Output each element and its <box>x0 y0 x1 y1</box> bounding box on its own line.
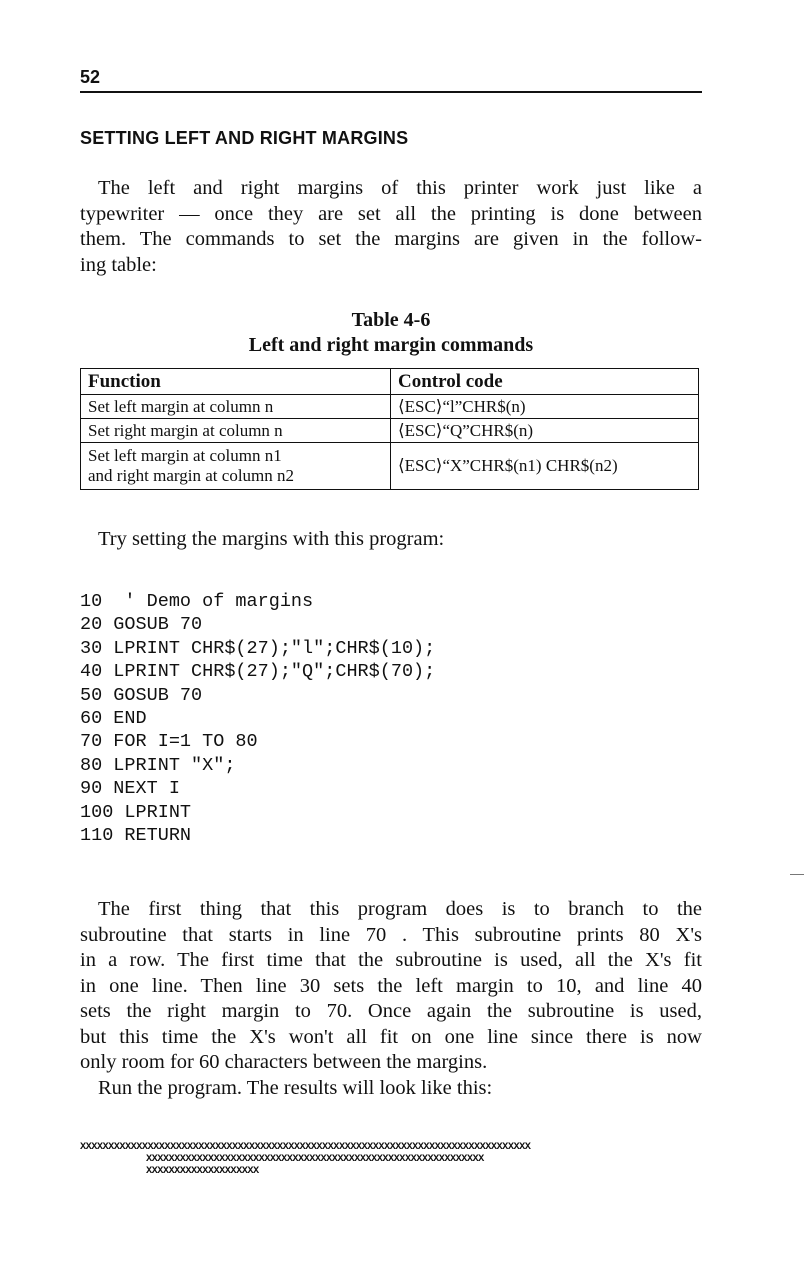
function-cell: Set left margin at column n <box>81 395 391 419</box>
explanation-line: The first thing that this program does is to branch to the <box>98 898 702 920</box>
margin-mark <box>790 874 804 875</box>
code-line: 70 FOR I=1 TO 80 <box>80 731 258 753</box>
output-line: XXXXXXXXXXXXXXXXXXXXXXXXXXXXXXXXXXXXXXXXXXXXXXXXXXXXXXXXXXXX <box>146 1153 484 1166</box>
code-line: 60 END <box>80 708 147 730</box>
function-cell: Set right margin at column n <box>81 419 391 443</box>
header-rule <box>80 91 702 93</box>
intro-line: typewriter — once they are set all the printing is done between <box>80 202 702 225</box>
explanation-line: sets the right margin to 70. Once again the subroutine is used, <box>80 1000 702 1022</box>
code-line: 110 RETURN <box>80 825 192 847</box>
explanation-line: but this time the X's won't all fit on one line since there is now <box>80 1025 702 1048</box>
function-line: Set left margin at column n1 <box>88 446 282 465</box>
intro-line: The left and right margins of this printer work just like a <box>98 177 702 199</box>
code-line: 20 GOSUB 70 <box>80 614 203 636</box>
output-line: XXXXXXXXXXXXXXXXXXXXXXXXXXXXXXXXXXXXXXXXXXXXXXXXXXXXXXXXXXXXXXXXXXXXXXXXXXXXXXXX <box>80 1141 531 1153</box>
explanation-line: Run the program. The results will look like this: <box>98 1076 493 1099</box>
explanation-line: only room for 60 characters between the margins. <box>80 1051 488 1073</box>
table-header-row <box>81 369 699 395</box>
table-number: Table 4-6 <box>351 309 431 331</box>
table-title: Left and right margin commands <box>248 334 534 356</box>
explanation-line: subroutine that starts in line 70 . This subroutine prints 80 X's <box>80 923 702 946</box>
code-line: 30 LPRINT CHR$(27);"l";CHR$(10); <box>80 637 436 659</box>
explanation-paragraph <box>80 897 702 1101</box>
table-row <box>81 443 699 490</box>
try-program-text: Try setting the margins with this program: <box>98 528 445 550</box>
function-line: and right margin at column n2 <box>88 466 295 485</box>
function-cell <box>81 443 391 490</box>
margin-commands-table <box>80 368 699 490</box>
section-heading: SETTING LEFT AND RIGHT MARGINS <box>80 128 409 148</box>
code-line: 90 NEXT I <box>80 778 180 800</box>
code-line: 10 ' Demo of margins <box>80 591 314 612</box>
column-header-function: Function <box>81 369 391 395</box>
explanation-line: in a row. The first time that the subroutine is used, all the X's fit <box>80 949 702 971</box>
column-header-control-code: Control code <box>391 369 699 395</box>
intro-paragraph <box>80 176 702 278</box>
page-number: 52 <box>80 67 101 87</box>
code-line: 80 LPRINT "X"; <box>80 754 236 776</box>
control-code-cell: ⟨ESC⟩“Q”CHR$(n) <box>391 419 699 443</box>
table-row <box>81 419 699 443</box>
intro-line: ing table: <box>80 253 157 276</box>
basic-program-listing <box>80 590 435 847</box>
code-line: 100 LPRINT <box>80 801 192 823</box>
code-line: 50 GOSUB 70 <box>80 684 203 706</box>
code-line: 40 LPRINT CHR$(27);"Q";CHR$(70); <box>80 661 436 683</box>
output-line: XXXXXXXXXXXXXXXXXXXX <box>146 1165 259 1178</box>
table-row <box>81 395 699 419</box>
explanation-line: in one line. Then line 30 sets the left margin to 10, and line 40 <box>80 974 702 997</box>
control-code-cell: ⟨ESC⟩“X”CHR$(n1) CHR$(n2) <box>391 443 699 490</box>
printer-output-sample <box>80 1141 530 1178</box>
control-code-cell: ⟨ESC⟩“l”CHR$(n) <box>391 395 699 419</box>
intro-line: them. The commands to set the margins are given in the follow- <box>80 228 702 250</box>
